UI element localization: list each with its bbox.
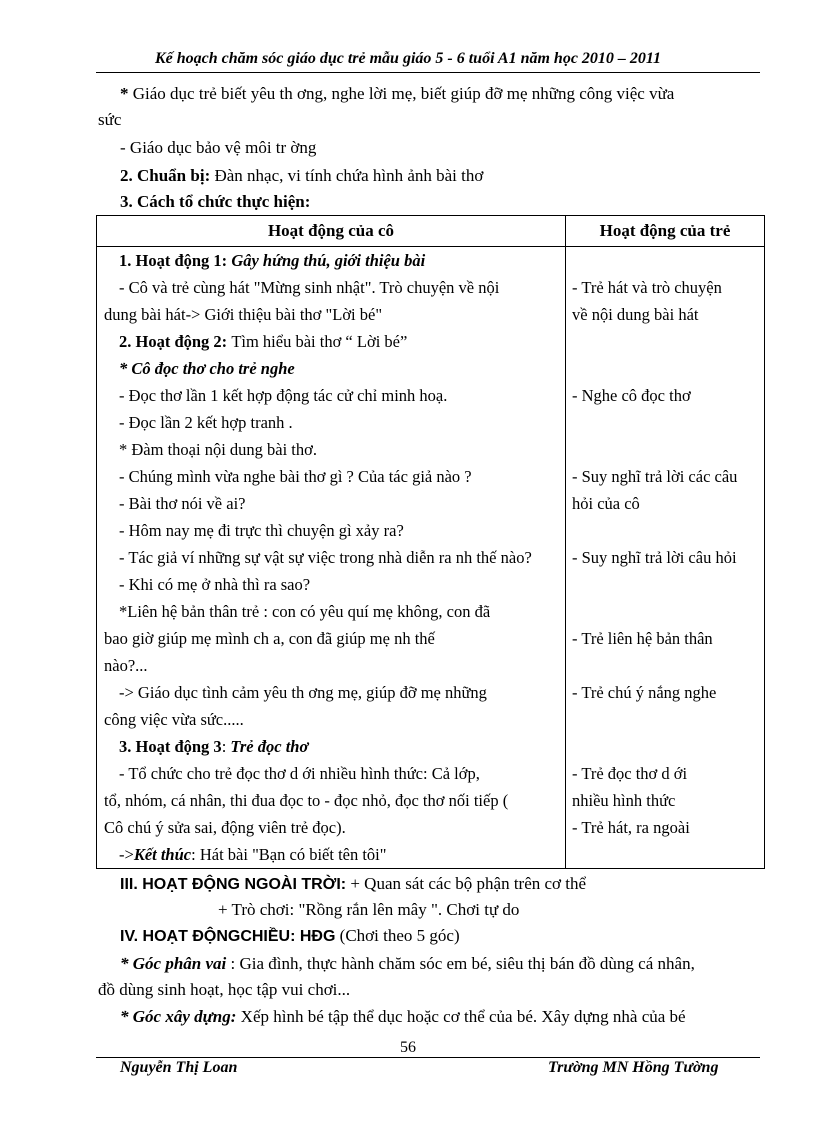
corner1-text: : Gia đình, thực hành chăm sóc em bé, siêu thị bán đồ dùng cá nhân, [230,954,695,973]
activity-table [96,215,765,869]
afternoon-line [120,924,460,949]
child-row [566,328,764,355]
footer-school: Trường MN Hồng Tường [548,1059,719,1076]
child-row: - Trẻ chú ý nắng nghe [572,683,717,702]
col-child-header: Hoạt động của trẻ [566,216,765,247]
footer-rule [96,1057,760,1058]
child-row [566,517,764,544]
corner2-text: Xếp hình bé tập thể dục hoặc cơ thể của bé. Xây dựng nhà của bé [240,1007,686,1026]
intro-line-1 [120,82,674,106]
prep-text: Đàn nhạc, vi tính chứa hình ảnh bài thơ [214,166,484,185]
corner2-line [120,1005,686,1029]
child-activity-cell [566,247,765,869]
teacher-row: - Tác giả ví những sự vật sự việc trong nhà diễn ra nh thế nào? [119,548,532,567]
child-row [566,841,764,868]
corner1-label: * Góc phân vai [120,954,227,973]
teacher-row: 1. Hoạt động 1: Gây hứng thú, giới thiệu bài [119,251,426,270]
page-number: 56 [400,1039,416,1056]
child-row [566,436,764,463]
outdoor-text-2: + Trò chơi: "Rồng rắn lên mây ". Chơi tự do [218,900,520,919]
child-row: - Suy nghĩ trả lời câu hỏi [572,548,737,567]
prep-line [120,164,483,188]
teacher-row: ->Kết thúc: Hát bài "Bạn có biết tên tôi" [119,845,387,864]
intro-line-1-text: Giáo dục trẻ biết yêu th ơng, nghe lời mẹ, biết giúp đỡ mẹ những công việc vừa [132,84,675,103]
teacher-row: 3. Hoạt động 3: Trẻ đọc thơ [119,737,309,756]
teacher-row: - Đọc lần 2 kết hợp tranh . [119,413,293,432]
teacher-row: - Cô và trẻ cùng hát "Mừng sinh nhật". Trò chuyện về nội [119,278,500,297]
table-body-row [97,247,765,869]
afternoon-text: (Chơi theo 5 góc) [339,926,460,945]
outdoor-label: III. HOẠT ĐỘNG NGOÀI TRỜI: [120,876,347,893]
outdoor-text-1: + Quan sát các bộ phận trên cơ thể [350,874,587,893]
child-row [566,247,764,274]
child-row [566,355,764,382]
child-row [566,409,764,436]
teacher-row: - Đọc thơ lần 1 kết hợp động tác cử chỉ minh hoạ. [119,386,448,405]
teacher-row: - Chúng mình vừa nghe bài thơ gì ? Của tác giả nào ? [119,467,472,486]
child-row [566,652,764,679]
child-row [566,571,764,598]
child-row [566,706,764,733]
teacher-row: -> Giáo dục tình cảm yêu th ơng mẹ, giúp đỡ mẹ những [119,683,487,702]
col-teacher-header: Hoạt động của cô [97,216,566,247]
teacher-row: tổ, nhóm, cá nhân, thi đua đọc to - đọc nhỏ, đọc thơ nối tiếp ( [104,791,509,810]
child-row [566,733,764,760]
child-row: về nội dung bài hát [572,305,699,324]
child-row: - Suy nghĩ trả lời các câu [572,467,738,486]
teacher-row: * Đàm thoại nội dung bài thơ. [119,440,317,459]
intro-line-1-cont: sức [98,110,122,129]
teacher-row: 2. Hoạt động 2: Tìm hiểu bài thơ “ Lời bé” [119,332,408,351]
teacher-row: nào?... [104,656,148,675]
child-row [566,598,764,625]
page-header: Kế hoạch chăm sóc giáo dục trẻ mẫu giáo 5 - 6 tuổi A1 năm học 2010 – 2011 [154,50,662,67]
child-row: nhiều hình thức [572,791,676,810]
outdoor-line [120,872,586,897]
teacher-row: - Hôm nay mẹ đi trực thì chuyện gì xảy ra? [119,521,404,540]
corner1-line [120,952,695,976]
child-row: hỏi của cô [572,494,640,513]
teacher-row: * Cô đọc thơ cho trẻ nghe [119,359,295,378]
teacher-row: *Liên hệ bản thân trẻ : con có yêu quí mẹ không, con đã [119,602,491,621]
child-row: - Trẻ đọc thơ d ới [572,764,688,783]
org-label: 3. Cách tổ chức thực hiện: [120,192,311,211]
intro-line-2: - Giáo dục bảo vệ môi tr ờng [120,138,317,157]
corner2-label: * Góc xây dựng: [120,1007,237,1026]
teacher-row: Cô chú ý sửa sai, động viên trẻ đọc). [104,818,346,837]
child-row: - Trẻ hát, ra ngoài [572,818,690,837]
teacher-row: - Bài thơ nói về ai? [119,494,246,513]
teacher-activity-cell [97,247,566,869]
header-rule [96,72,760,73]
table-header-row [97,216,765,247]
footer-author: Nguyễn Thị Loan [120,1059,238,1076]
bullet-mark: * [120,84,129,103]
teacher-row: công việc vừa sức..... [104,710,244,729]
teacher-row: - Khi có mẹ ở nhà thì ra sao? [119,575,311,594]
child-row: - Trẻ liên hệ bản thân [572,629,713,648]
corner1-cont: đồ dùng sinh hoạt, học tập vui chơi... [98,980,351,999]
teacher-row: bao giờ giúp mẹ mình ch a, con đã giúp mẹ nh thế [104,629,435,648]
teacher-row: - Tổ chức cho trẻ đọc thơ d ới nhiều hình thức: Cả lớp, [119,764,480,783]
afternoon-label: IV. HOẠT ĐỘNGCHIỀU: HĐG [120,928,336,945]
child-row: - Nghe cô đọc thơ [572,386,691,405]
prep-label: 2. Chuẩn bị: [120,166,211,185]
child-row: - Trẻ hát và trò chuyện [572,278,722,297]
teacher-row: dung bài hát-> Giới thiệu bài thơ "Lời bé" [104,305,383,324]
